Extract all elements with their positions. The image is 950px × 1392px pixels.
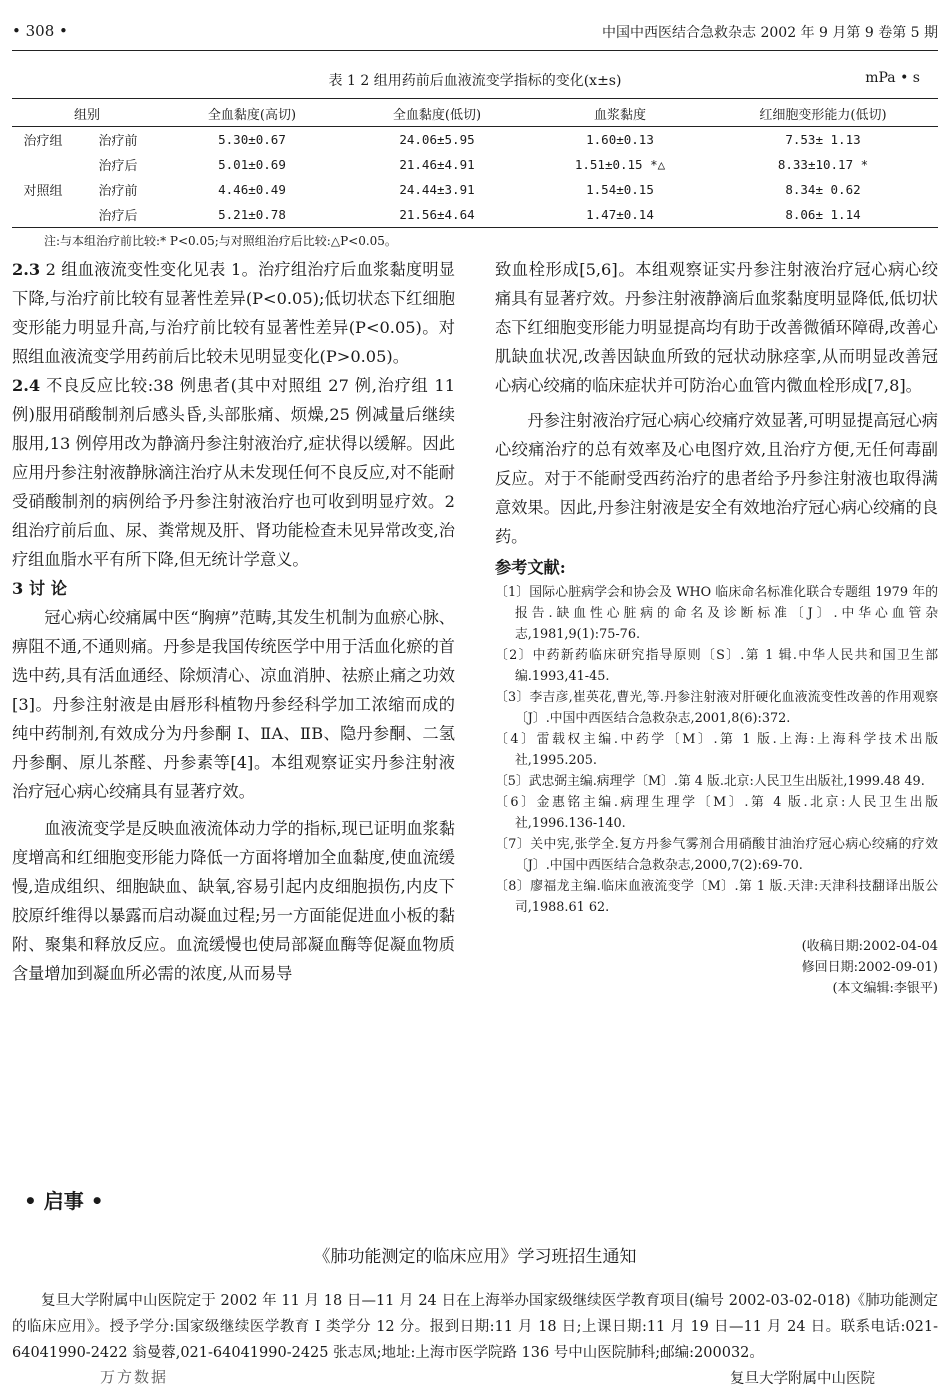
reference-item: 〔4〕雷载权主编.中药学〔M〕.第 1 版.上海:上海科学技术出版社,1995.205. [495,732,938,768]
cell-group [12,202,74,228]
col-header: 全血黏度(高切) [162,100,342,127]
paragraph: 致血栓形成[5,6]。本组观察证实丹参注射液治疗冠心病心绞痛具有显著疗效。丹参注射液静滴后血浆黏度明显降低,低切状态下红细胞变形能力明显提高均有助于改善微循环障碍,改善心肌缺血状况,改善因缺血所致的冠状动脉痉挛,从而明显改善冠心病心绞痛的临床症状并可防治心血管内微血栓形成[7,8]。 [495,260,938,395]
reference-item: 〔8〕廖福龙主编.临床血液流变学〔M〕.第 1 版.天津:天津科技翻译出版公司,1988.61 62. [495,879,938,915]
cell: 5.30±0.67 [218,132,286,147]
paragraph: 丹参注射液治疗冠心病心绞痛疗效显著,可明显提高冠心病心绞痛治疗的总有效率及心电图疗效,且治疗方便,无任何毒副反应。对于不能耐受西药治疗的患者给予丹参注射液也取得满意效果。因此,丹参注射液是安全有效地治疗冠心病心绞痛的良药。 [495,411,938,546]
cell: 8.33±10.17 * [777,157,869,172]
cell: 8.34± 0.62 [785,182,861,197]
col-header-group: 组别 [12,100,162,127]
table-row [12,202,938,228]
cell: 5.01±0.69 [218,157,286,172]
page-header [12,20,938,46]
reference-item: 〔1〕国际心脏病学会和协会及 WHO 临床命名标准化联合专题组 1979 年的报告.缺血性心脏病的命名及诊断标准〔J〕.中华心血管杂志,1981,9(1):75-76. [495,585,938,642]
table-header-row [12,100,938,127]
section-2-3 [12,255,455,371]
table-row [12,177,938,202]
section-3-heading: 3 讨 论 [12,579,67,598]
page-number: • 308 • [12,22,68,40]
cell: 21.46±4.91 [399,157,475,172]
article-dates [495,936,938,999]
received-date: (收稿日期:2002-04-04 [801,939,938,954]
notice-body: 复旦大学附属中山医院定于 2002 年 11 月 18 日—11 月 24 日在上海举办国家级继续医学教育项目(编号 2002-03-02-018)《肺功能测定的临床应用》。授予学分:国家级继续医学教育 Ⅰ 类学分 12 分。报到日期:11 月 18 日;上课日期:11 月 19 日—11 月 24 日。联系电话:021-64041990-2422 翁曼蓉,021-64041990-2425 张志凤;地址:上海市医学院路 136 号中山医院肺科;邮编:200032。 [12,1293,938,1361]
right-column [495,255,938,999]
cell-phase: 治疗前 [98,134,138,149]
col-header: 红细胞变形能力(低切) [708,100,938,127]
paragraph: 2 组血液流变性变化见表 1。治疗组治疗后血浆黏度明显下降,与治疗前比较有显著性差异(P<0.05);低切状态下红细胞变形能力明显升高,与治疗前比较有显著性差异(P<0.05)。对照组血液流变学用药前后比较未见明显变化(P>0.05)。 [12,260,455,366]
reference-item: 〔7〕关中宪,张学全.复方丹参气雾剂合用硝酸甘油治疗冠心病心绞痛的疗效〔J〕.中国中西医结合急救杂志,2000,7(2):69-70. [495,837,938,873]
editor-credit: (本文编辑:李银平) [832,981,938,996]
cell: 21.56±4.64 [342,202,532,228]
paragraph: 冠心病心绞痛属中医“胸痹”范畴,其发生机制为血瘀心脉、痹阻不通,不通则痛。丹参是我国传统医学中用于活血化瘀的首选中药,具有活血通经、除烦清心、凉血消肿、祛瘀止痛之功效[3]。丹参注射液是由唇形科植物丹参经科学加工浓缩而成的纯中药制剂,有效成分为丹参酮 Ⅰ、ⅡA、ⅡB、隐丹参酮、二氢丹参酮、原儿茶醛、丹参素等[4]。本组观察证实丹参注射液治疗冠心病心绞痛具有显著疗效。 [12,608,455,801]
table-caption: 表 1 2 组用药前后血液流变学指标的变化(x±s) mPa • s [328,70,920,89]
table-top-rule [12,98,938,99]
cell-phase: 治疗前 [98,184,138,199]
revised-date: 修回日期:2002-09-01) [801,960,938,975]
section-number: 2.4 [12,376,41,395]
cell: 1.47±0.14 [532,202,708,228]
references-list [495,582,938,918]
hemorheology-table [12,100,938,228]
paragraph: 不良反应比较:38 例患者(其中对照组 27 例,治疗组 11 例)服用硝酸制剂后感头昏,头部胀痛、烦燥,25 例减量后继续服用,13 例停用改为静滴丹参注射液治疗,症状得以缓解。因此应用丹参注射液静脉滴注治疗从未发现任何不良反应,对不能耐受硝酸制剂的病例给予丹参注射液治疗也可收到明显疗效。2 组治疗前后血、尿、粪常规及肝、肾功能检查未见异常改变,治疗组血脂水平有所下降,但无统计学意义。 [12,376,455,569]
cell-group [12,152,74,177]
cell: 7.53± 1.13 [785,132,861,147]
table-row [12,127,938,153]
table-unit: mPa • s [865,70,920,86]
cell: 24.44±3.91 [399,182,475,197]
reference-item: 〔3〕李吉彦,崔英花,曹光,等.丹参注射液对肝硬化血液流变性改善的作用观察〔J〕.中国中西医结合急救杂志,2001,8(6):372. [495,690,938,726]
left-column [12,255,455,988]
section-2-4 [12,371,455,574]
references-heading: 参考文献: [495,558,566,577]
cell: 24.06±5.95 [399,132,475,147]
header-rule [12,50,938,51]
notice-title: 《肺功能测定的临床应用》学习班招生通知 [313,1247,637,1267]
section-number: 2.3 [12,260,41,279]
reference-item: 〔2〕中药新药临床研究指导原则〔S〕.第 1 辑.中华人民共和国卫生部编.1993,41-45. [495,648,938,684]
cell-group: 对照组 [23,184,63,199]
cell-phase: 治疗后 [74,202,162,228]
col-header: 血浆黏度 [532,100,708,127]
cell-group: 治疗组 [23,134,63,149]
table-note: 注:与本组治疗前比较:* P<0.05;与对照组治疗后比较:△P<0.05。 [44,234,397,248]
cell: 1.60±0.13 [586,132,654,147]
reference-item: 〔5〕武忠弼主编.病理学〔M〕.第 4 版.北京:人民卫生出版社,1999.48 49. [495,774,925,789]
notice-signature: 复旦大学附属中山医院 [730,1371,875,1387]
cell-phase: 治疗后 [98,159,138,174]
col-header: 全血黏度(低切) [342,100,532,127]
watermark: 万方数据 [100,1368,169,1386]
paragraph: 血液流变学是反映血液流体动力学的指标,现已证明血浆黏度增高和红细胞变形能力降低一方面将增加全血黏度,使血流缓慢,造成组织、细胞缺血、缺氧,容易引起内皮细胞损伤,内皮下胶原纤维得以暴露而启动凝血过程;另一方面能促进血小板的黏附、聚集和释放反应。血流缓慢也使局部凝血酶等促凝血物质含量增加到凝血所必需的浓度,从而易导 [12,819,455,983]
notice-section-title: • 启事 • [24,1189,104,1213]
cell: 1.51±0.15 *△ [574,157,666,172]
table-row [12,152,938,177]
reference-item: 〔6〕金惠铭主编.病理生理学〔M〕.第 4 版.北京:人民卫生出版社,1996.136-140. [495,795,938,831]
cell: 1.54±0.15 [586,182,654,197]
cell: 5.21±0.78 [162,202,342,228]
cell: 8.06± 1.14 [708,202,938,228]
cell: 4.46±0.49 [218,182,286,197]
journal-title: 中国中西医结合急救杂志 2002 年 9 月第 9 卷第 5 期 [602,25,938,41]
